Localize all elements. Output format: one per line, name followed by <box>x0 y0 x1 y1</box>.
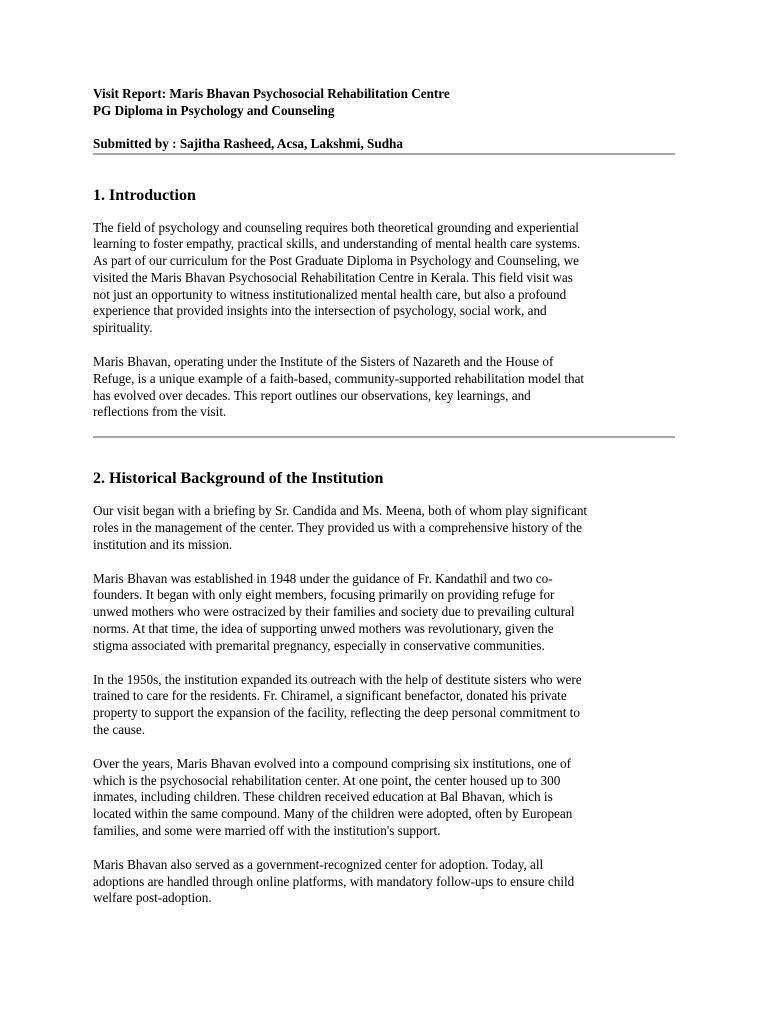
paragraph: Maris Bhavan, operating under the Institute of the Sisters of Nazareth and the House of Refuge, is a unique example of a faith-based, community-supported rehabilitation model that has evolved over decades. This report outlines our observations, key learnings, and reflections from the visit. <box>93 354 585 420</box>
section-heading-historical-background: 2. Historical Background of the Institution <box>93 470 384 488</box>
paragraph: The field of psychology and counseling requires both theoretical grounding and experiential learning to foster empathy, practical skills, and understanding of mental health care systems. As part of our curriculum for the Post Graduate Diploma in Psychology and Counseling, we visited the Maris Bhavan Psychosocial Rehabilitation Centre in Kerala. This field visit was not just an opportunity to witness institutionalized mental health care, but also a profound experience that provided insights into the intersection of psychology, social work, and spirituality. <box>93 219 581 336</box>
paragraph: Maris Bhavan also served as a government-recognized center for adoption. Today, all adoptions are handled through online platforms, with mandatory follow-ups to ensure child welfare post-adoption. <box>93 856 575 906</box>
divider <box>93 153 675 155</box>
report-title: Visit Report: Maris Bhavan Psychosocial Rehabilitation Centre <box>93 86 450 101</box>
submitted-by: Submitted by : Sajitha Rasheed, Acsa, Lakshmi, Sudha <box>93 136 403 151</box>
document-page <box>93 86 675 907</box>
paragraph: In the 1950s, the institution expanded its outreach with the help of destitute sisters who were trained to care for the residents. Fr. Chiramel, a significant benefactor, donated his private property to support the expansion of the facility, reflecting the deep personal commitment to the cause. <box>93 671 582 738</box>
paragraph: Over the years, Maris Bhavan evolved into a compound comprising six institutions, one of which is the psychosocial rehabilitation center. At one point, the center housed up to 300 inmates, including children. These children received education at Bal Bhavan, which is located within the same compound. Many of the children were adopted, often by European families, and some were married off with the institution's support. <box>93 755 573 839</box>
report-subtitle: PG Diploma in Psychology and Counseling <box>93 102 335 118</box>
paragraph: Maris Bhavan was established in 1948 under the guidance of Fr. Kandathil and two co- founders. It began with only eight members, focusing primarily on providing refuge for unwed mothers who were ostracized by their families and society due to prevailing cultural norms. At that time, the idea of supporting unwed mothers was revolutionary, given the stigma associated with premarital pregnancy, especially in conservative communities. <box>93 570 575 653</box>
section-heading-introduction: 1. Introduction <box>93 186 196 204</box>
divider <box>93 436 675 438</box>
paragraph: Our visit began with a briefing by Sr. Candida and Ms. Meena, both of whom play significant roles in the management of the center. They provided us with a comprehensive history of the institution and its mission. <box>93 503 588 552</box>
